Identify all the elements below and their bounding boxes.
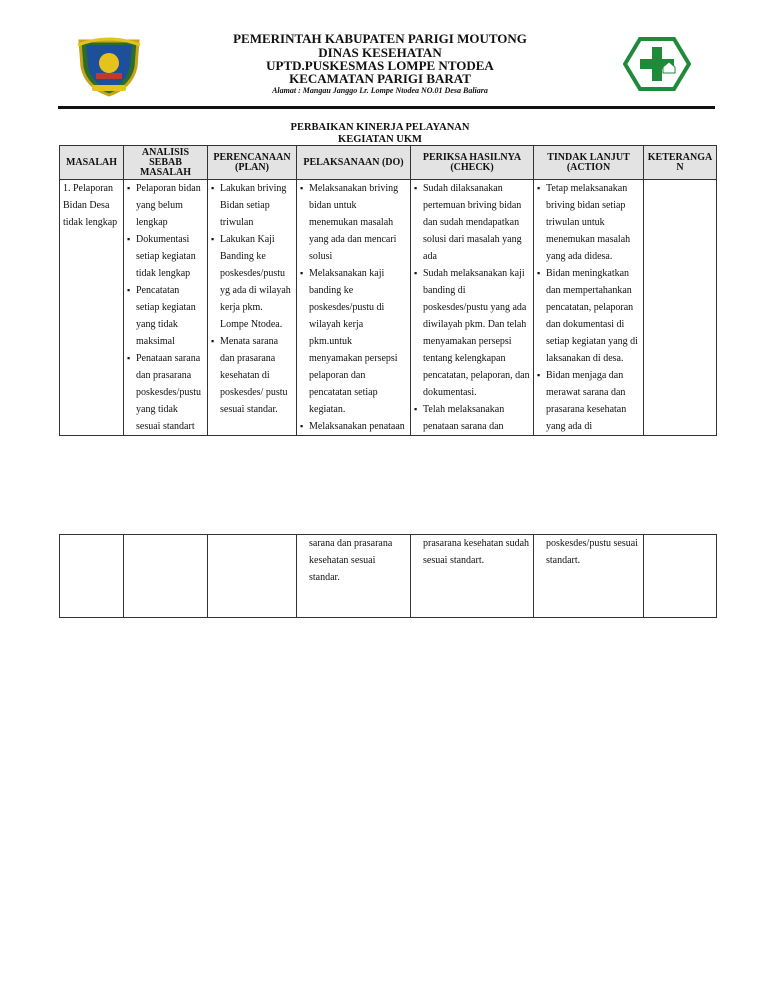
regency-emblem-icon bbox=[74, 33, 144, 97]
list-item: ▪ Penataan sarana dan prasarana poskesdes/pustu yang tidak sesuai standart bbox=[127, 350, 204, 435]
cell-check: prasarana kesehatan sudah sesuai standart. bbox=[411, 535, 534, 618]
cell-action: poskesdes/pustu sesuai standart. bbox=[534, 535, 644, 618]
header-action: TINDAK LANJUT (ACTION bbox=[534, 146, 644, 180]
header-line-2: DINAS KESEHATAN bbox=[318, 45, 442, 60]
cell-keterangan bbox=[644, 535, 717, 618]
header-line-1: PEMERINTAH KABUPATEN PARIGI MOUTONG bbox=[233, 31, 527, 46]
list-item: ▪ Melaksanakan penataan bbox=[300, 418, 407, 435]
cell-check bbox=[411, 180, 534, 436]
cell-analisis bbox=[124, 535, 208, 618]
list-item: ▪ Lakukan Kaji Banding ke poskesdes/pustu yg ada di wilayah kerja pkm. Lompe Ntodea. bbox=[211, 231, 293, 333]
table-row bbox=[60, 535, 717, 618]
header-keterangan: KETERANGA N bbox=[644, 146, 717, 180]
list-item: ▪ Melaksanakan briving bidan untuk menemukan masalah yang ada dan mencari solusi bbox=[300, 180, 407, 265]
header-check: PERIKSA HASILNYA (CHECK) bbox=[411, 146, 534, 180]
cell-masalah: 1. Pelaporan Bidan Desa tidak lengkap bbox=[60, 180, 124, 436]
list-item: ▪ Pencatatan setiap kegiatan yang tidak maksimal bbox=[127, 282, 204, 350]
doc-title-2: KEGIATAN UKM bbox=[338, 134, 422, 145]
list-item: ▪ Dokumentasi setiap kegiatan tidak lengkap bbox=[127, 231, 204, 282]
header-divider bbox=[58, 106, 715, 109]
header-address: Alamat : Mangau Janggo Lr. Lompe Ntodea NO.01 Desa Baliara bbox=[272, 86, 488, 95]
cell-masalah bbox=[60, 535, 124, 618]
header-plan: PERENCANAAN (PLAN) bbox=[208, 146, 297, 180]
cell-do: sarana dan prasarana kesehatan sesuai standar. bbox=[297, 535, 411, 618]
pdca-table bbox=[59, 145, 717, 436]
cell-action bbox=[534, 180, 644, 436]
list-item: ▪ Bidan menjaga dan merawat sarana dan prasarana kesehatan yang ada di bbox=[537, 367, 640, 435]
cell-do bbox=[297, 180, 411, 436]
header-do: PELAKSANAAN (DO) bbox=[297, 146, 411, 180]
cell-keterangan bbox=[644, 180, 717, 436]
cell-plan bbox=[208, 535, 297, 618]
cell-plan bbox=[208, 180, 297, 436]
header-line-4: KECAMATAN PARIGI BARAT bbox=[289, 71, 471, 86]
list-item: ▪ Sudah melaksanakan kaji banding di poskesdes/pustu yang ada diwilayah pkm. Dan telah menyamakan persepsi tentang kelengkapan pencatatan, pelaporan, dan dokumentasi. bbox=[414, 265, 530, 401]
header-masalah: MASALAH bbox=[60, 146, 124, 180]
list-item: ▪ Sudah dilaksanakan pertemuan briving bidan dan sudah mendapatkan solusi dari masalah yang ada bbox=[414, 180, 530, 265]
doc-title-1: PERBAIKAN KINERJA PELAYANAN bbox=[290, 122, 470, 133]
list-item: ▪ Melaksanakan kaji banding ke poskesdes/pustu di wilayah kerja pkm.untuk menyamakan persepsi pelaporan dan pencatatan setiap kegiatan. bbox=[300, 265, 407, 418]
list-item: ▪ Tetap melaksanakan briving bidan setiap triwulan untuk menemukan masalah yang ada didesa. bbox=[537, 180, 640, 265]
pdca-table-continued bbox=[59, 534, 717, 618]
list-item: ▪ Bidan meningkatkan dan mempertahankan pencatatan, pelaporan dan dokumentasi di setiap kegiatan yang di laksanakan di desa. bbox=[537, 265, 640, 367]
header-analisis: ANALISIS SEBAB MASALAH bbox=[124, 146, 208, 180]
list-item: ▪ Menata sarana dan prasarana kesehatan di poskesdes/ pustu sesuai standar. bbox=[211, 333, 293, 418]
list-item: ▪ Telah melaksanakan penataan sarana dan bbox=[414, 401, 530, 435]
puskesmas-green-cross-icon bbox=[623, 37, 691, 91]
list-item: ▪ Pelaporan bidan yang belum lengkap bbox=[127, 180, 204, 231]
list-item: ▪ Lakukan briving Bidan setiap triwulan bbox=[211, 180, 293, 231]
cell-analisis bbox=[124, 180, 208, 436]
table-header-row bbox=[60, 146, 717, 180]
header-line-3: UPTD.PUSKESMAS LOMPE NTODEA bbox=[266, 58, 494, 73]
table-row bbox=[60, 180, 717, 436]
